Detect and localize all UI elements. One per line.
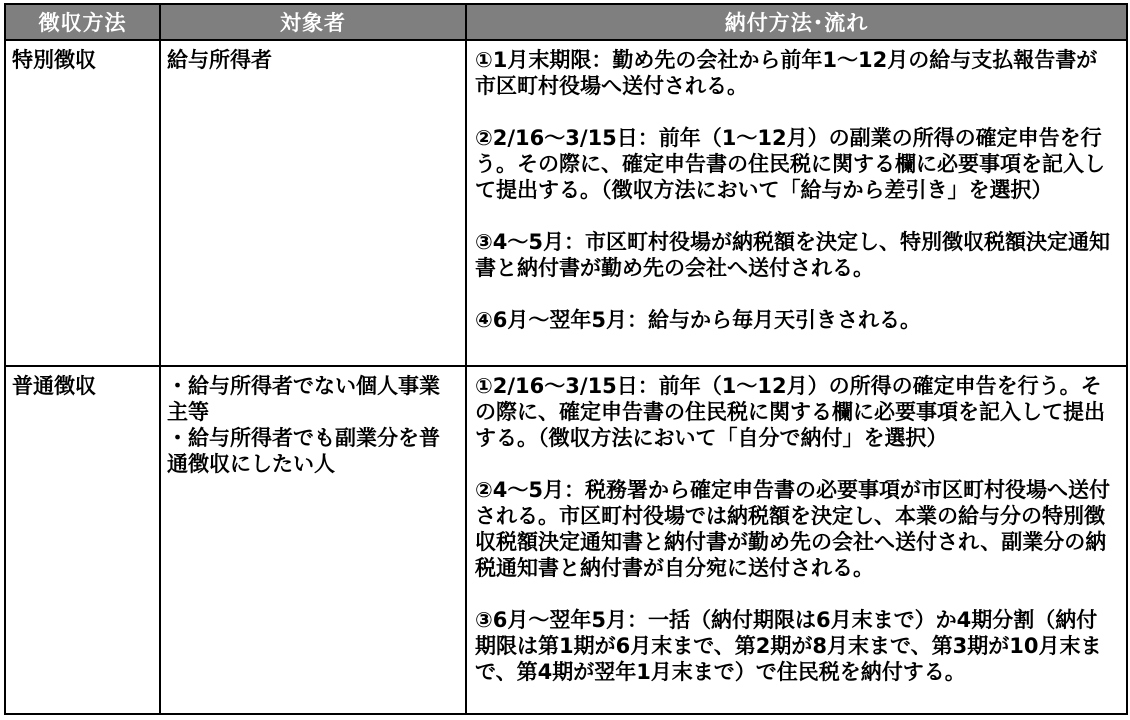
header-target: 対象者 xyxy=(160,4,466,40)
target-item: ・給与所得者でない個人事業主等 xyxy=(167,373,440,424)
flow-step: ③6月〜翌年5月：一括（納付期限は6月末まで）か4期分割（納付期限は第1期が6月末まで、第2期が8月末まで、第3期が10月末まで、第4期が翌年1月末まで）で住民税を納付する。 xyxy=(475,607,1102,684)
flow-step: ②2/16〜3/15日：前年（1〜12月）の副業の所得の確定申告を行う。その際に、確定申告書の住民税に関する欄に必要事項を記入して提出する。（徴収方法において「給与から差引き」を選択） xyxy=(475,126,1105,202)
flow-step: ①1月末期限：勤め先の会社から前年1〜12月の給与支払報告書が市区町村役場へ送付される。 xyxy=(475,48,1098,98)
table-row-normal-collection xyxy=(5,366,1127,714)
flow-cell xyxy=(466,366,1127,714)
method-cell: 特別徴収 xyxy=(5,40,160,366)
flow-step: ③4〜5月：市区町村役場が納税額を決定し、特別徴収税額決定通知書と納付書が勤め先の会社へ送付される。 xyxy=(475,230,1111,280)
target-cell xyxy=(160,366,466,714)
header-collection-method: 徴収方法 xyxy=(5,4,160,40)
flow-cell xyxy=(466,40,1127,366)
tax-collection-table xyxy=(4,3,1128,715)
flow-step: ④6月〜翌年5月：給与から毎月天引きされる。 xyxy=(475,308,922,332)
table-row-special-collection xyxy=(5,40,1127,366)
target-item: ・給与所得者でも副業分を普通徴収にしたい人 xyxy=(167,425,440,476)
header-payment-flow: 納付方法･流れ xyxy=(466,4,1127,40)
table-header-row xyxy=(5,4,1127,40)
tax-collection-table-container xyxy=(4,3,1126,715)
flow-step: ①2/16〜3/15日：前年（1〜12月）の所得の確定申告を行う。その際に、確定申告書の住民税に関する欄に必要事項を記入して提出する。（徴収方法において「自分で納付」を選択） xyxy=(475,373,1105,450)
flow-step: ②4〜5月：税務署から確定申告書の必要事項が市区町村役場へ送付される。市区町村役場では納税額を決定し、本業の給与分の特別徴収税額決定通知書と納付書が勤め先の会社へ送付され、副業分の納税通知書と納付書が自分宛に送付される。 xyxy=(475,477,1111,580)
target-item: 給与所得者 xyxy=(167,48,272,72)
method-cell: 普通徴収 xyxy=(5,366,160,714)
target-cell xyxy=(160,40,466,366)
